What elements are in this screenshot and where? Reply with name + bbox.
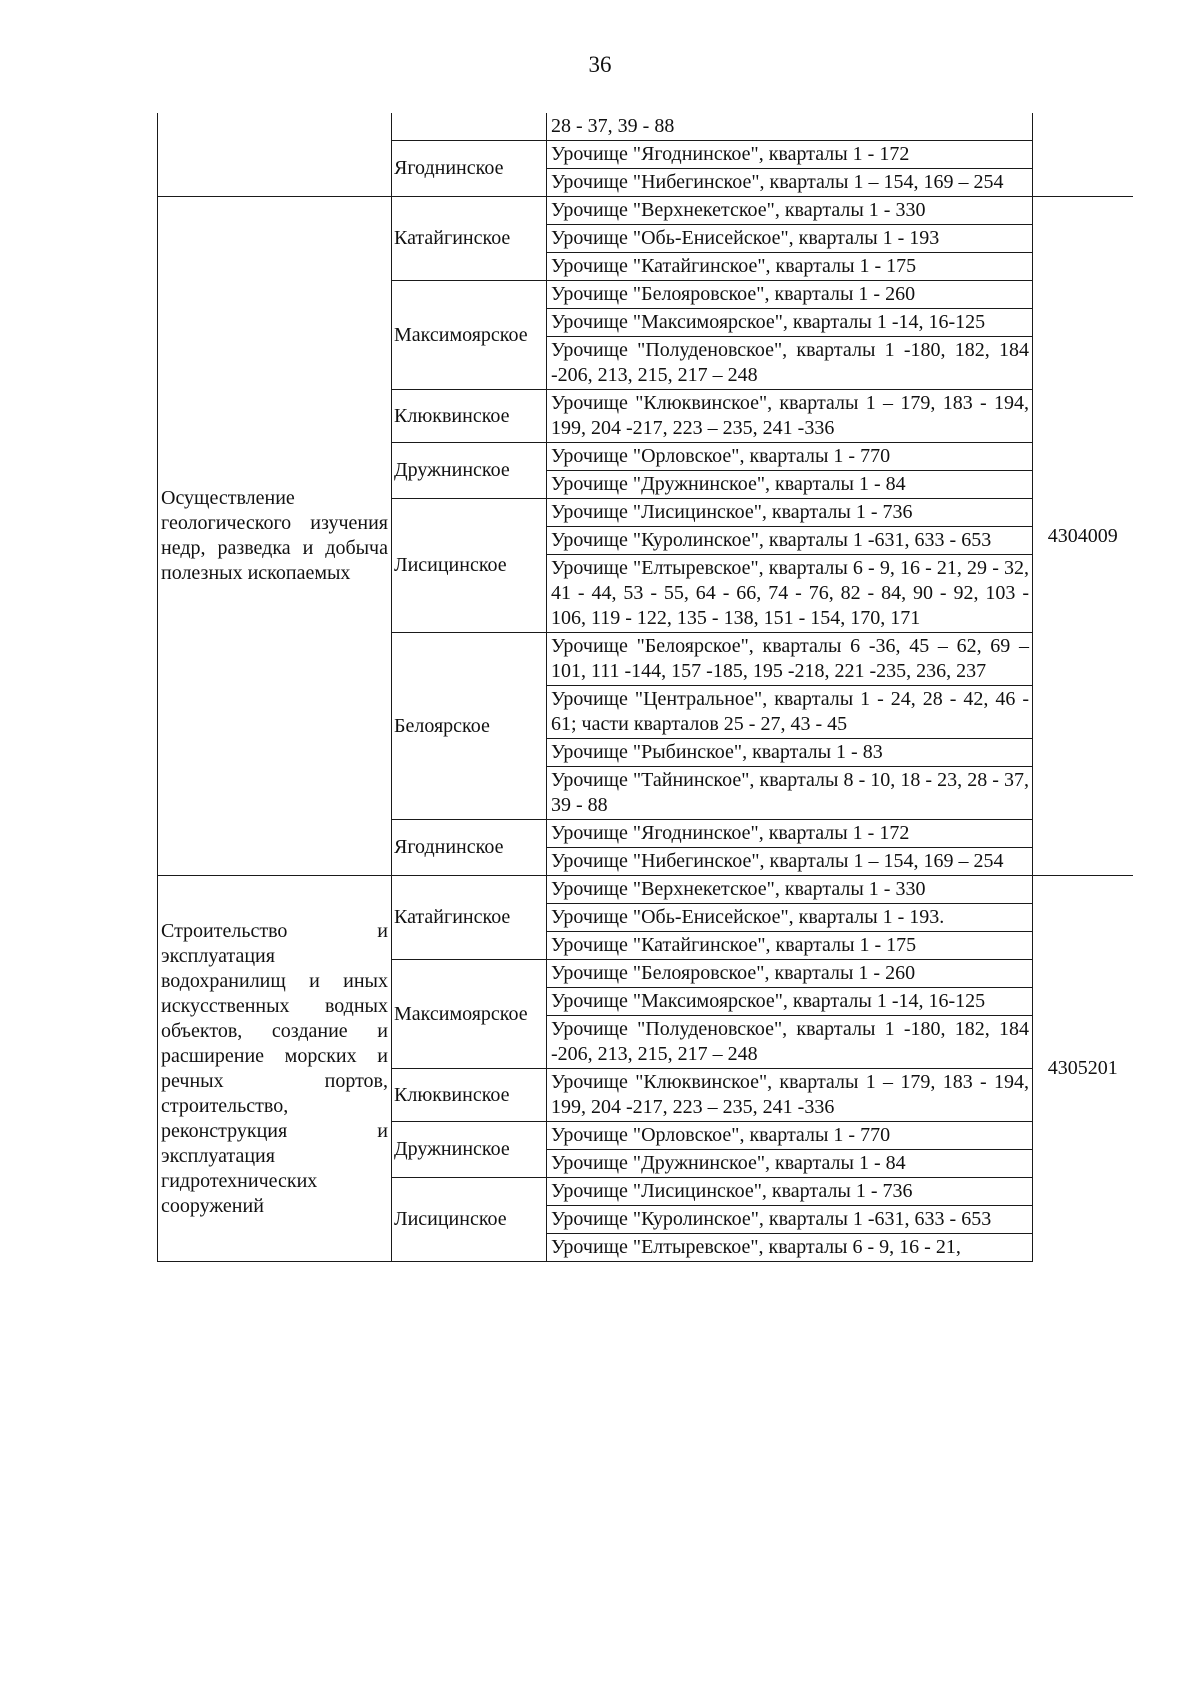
tract-cell: Урочище "Ягоднинское", кварталы 1 - 172 — [547, 820, 1033, 848]
district-cell: Дружнинское — [392, 443, 547, 499]
tract-cell: Урочище "Клюквинское", кварталы 1 – 179, 183 - 194, 199, 204 -217, 223 – 235, 241 -336 — [547, 1069, 1033, 1122]
district-cell — [392, 113, 547, 141]
tract-cell: Урочище "Орловское", кварталы 1 - 770 — [547, 443, 1033, 471]
district-cell: Лисицинское — [392, 499, 547, 633]
table-row — [158, 876, 1133, 904]
tract-cell: Урочище "Нибегинское", кварталы 1 – 154, 169 – 254 — [547, 169, 1033, 197]
tract-cell: Урочище "Лисицинское", кварталы 1 - 736 — [547, 1178, 1033, 1206]
tract-cell: Урочище "Верхнекетское", кварталы 1 - 330 — [547, 197, 1033, 225]
tract-cell: Урочище "Белоярское", кварталы 6 -36, 45 – 62, 69 – 101, 111 -144, 157 -185, 195 -218, 221 -235, 236, 237 — [547, 633, 1033, 686]
tract-cell: Урочище "Куролинское", кварталы 1 -631, 633 - 653 — [547, 1206, 1033, 1234]
tract-cell: Урочище "Елтыревское", кварталы 6 - 9, 16 - 21, 29 - 32, 41 - 44, 53 - 55, 64 - 66, 74 - 76, 82 - 84, 90 - 92, 103 - 106, 119 - 122, 135 - 138, 151 - 154, 170, 171 — [547, 555, 1033, 633]
tract-cell: Урочище "Тайнинское", кварталы 8 - 10, 18 - 23, 28 - 37, 39 - 88 — [547, 767, 1033, 820]
activity-cell: Осуществление геологического изучения недр, разведка и добыча полезных ископаемых — [158, 197, 392, 876]
tract-cell: Урочище "Ягоднинское", кварталы 1 - 172 — [547, 141, 1033, 169]
tract-cell: Урочище "Куролинское", кварталы 1 -631, 633 - 653 — [547, 527, 1033, 555]
tract-cell: Урочище "Рыбинское", кварталы 1 - 83 — [547, 739, 1033, 767]
tract-cell: Урочище "Обь-Енисейское", кварталы 1 - 193. — [547, 904, 1033, 932]
tract-cell: Урочище "Дружнинское", кварталы 1 - 84 — [547, 1150, 1033, 1178]
tract-cell: Урочище "Катайгинское", кварталы 1 - 175 — [547, 932, 1033, 960]
activity-cell: Строительство и эксплуатация водохранилищ и иных искусственных водных объектов, создание и расширение морских и речных портов, строительство, реконструкция и эксплуатация гидротехнических сооружений — [158, 876, 392, 1262]
activity-cell — [158, 113, 392, 197]
tract-cell: Урочище "Обь-Енисейское", кварталы 1 - 193 — [547, 225, 1033, 253]
tract-cell: Урочище "Орловское", кварталы 1 - 770 — [547, 1122, 1033, 1150]
tract-cell: Урочище "Максимоярское", кварталы 1 -14, 16-125 — [547, 988, 1033, 1016]
tract-cell: Урочище "Нибегинское", кварталы 1 – 154, 169 – 254 — [547, 848, 1033, 876]
tract-cell: Урочище "Дружнинское", кварталы 1 - 84 — [547, 471, 1033, 499]
district-cell: Белоярское — [392, 633, 547, 820]
district-cell: Катайгинское — [392, 876, 547, 960]
page-number: 36 — [588, 52, 612, 77]
tract-cell: Урочище "Полуденовское", кварталы 1 -180, 182, 184 -206, 213, 215, 217 – 248 — [547, 1016, 1033, 1069]
tract-cell: 28 - 37, 39 - 88 — [547, 113, 1033, 141]
district-cell: Лисицинское — [392, 1178, 547, 1262]
tract-cell: Урочище "Катайгинское", кварталы 1 - 175 — [547, 253, 1033, 281]
district-cell: Катайгинское — [392, 197, 547, 281]
tract-cell: Урочище "Максимоярское", кварталы 1 -14, 16-125 — [547, 309, 1033, 337]
table-row — [158, 113, 1133, 141]
district-cell: Дружнинское — [392, 1122, 547, 1178]
district-cell: Ягоднинское — [392, 141, 547, 197]
code-cell: 4304009 — [1033, 197, 1133, 876]
tract-cell: Урочище "Лисицинское", кварталы 1 - 736 — [547, 499, 1033, 527]
district-cell: Клюквинское — [392, 390, 547, 443]
district-cell: Максимоярское — [392, 960, 547, 1069]
code-cell: 4305201 — [1033, 876, 1133, 1262]
code-cell — [1033, 113, 1133, 197]
district-cell: Максимоярское — [392, 281, 547, 390]
tract-cell: Урочище "Полуденовское", кварталы 1 -180, 182, 184 -206, 213, 215, 217 – 248 — [547, 337, 1033, 390]
table-body — [158, 113, 1133, 1262]
district-cell: Ягоднинское — [392, 820, 547, 876]
tract-cell: Урочище "Центральное", кварталы 1 - 24, 28 - 42, 46 - 61; части кварталов 25 - 27, 43 - 45 — [547, 686, 1033, 739]
tract-cell: Урочище "Верхнекетское", кварталы 1 - 330 — [547, 876, 1033, 904]
tract-cell: Урочище "Елтыревское", кварталы 6 - 9, 16 - 21, — [547, 1234, 1033, 1262]
tract-cell: Урочище "Клюквинское", кварталы 1 – 179, 183 - 194, 199, 204 -217, 223 – 235, 241 -336 — [547, 390, 1033, 443]
tract-cell: Урочище "Белояровское", кварталы 1 - 260 — [547, 960, 1033, 988]
district-cell: Клюквинское — [392, 1069, 547, 1122]
table-row — [158, 197, 1133, 225]
tract-cell: Урочище "Белояровское", кварталы 1 - 260 — [547, 281, 1033, 309]
forest-use-table — [157, 113, 1133, 1262]
